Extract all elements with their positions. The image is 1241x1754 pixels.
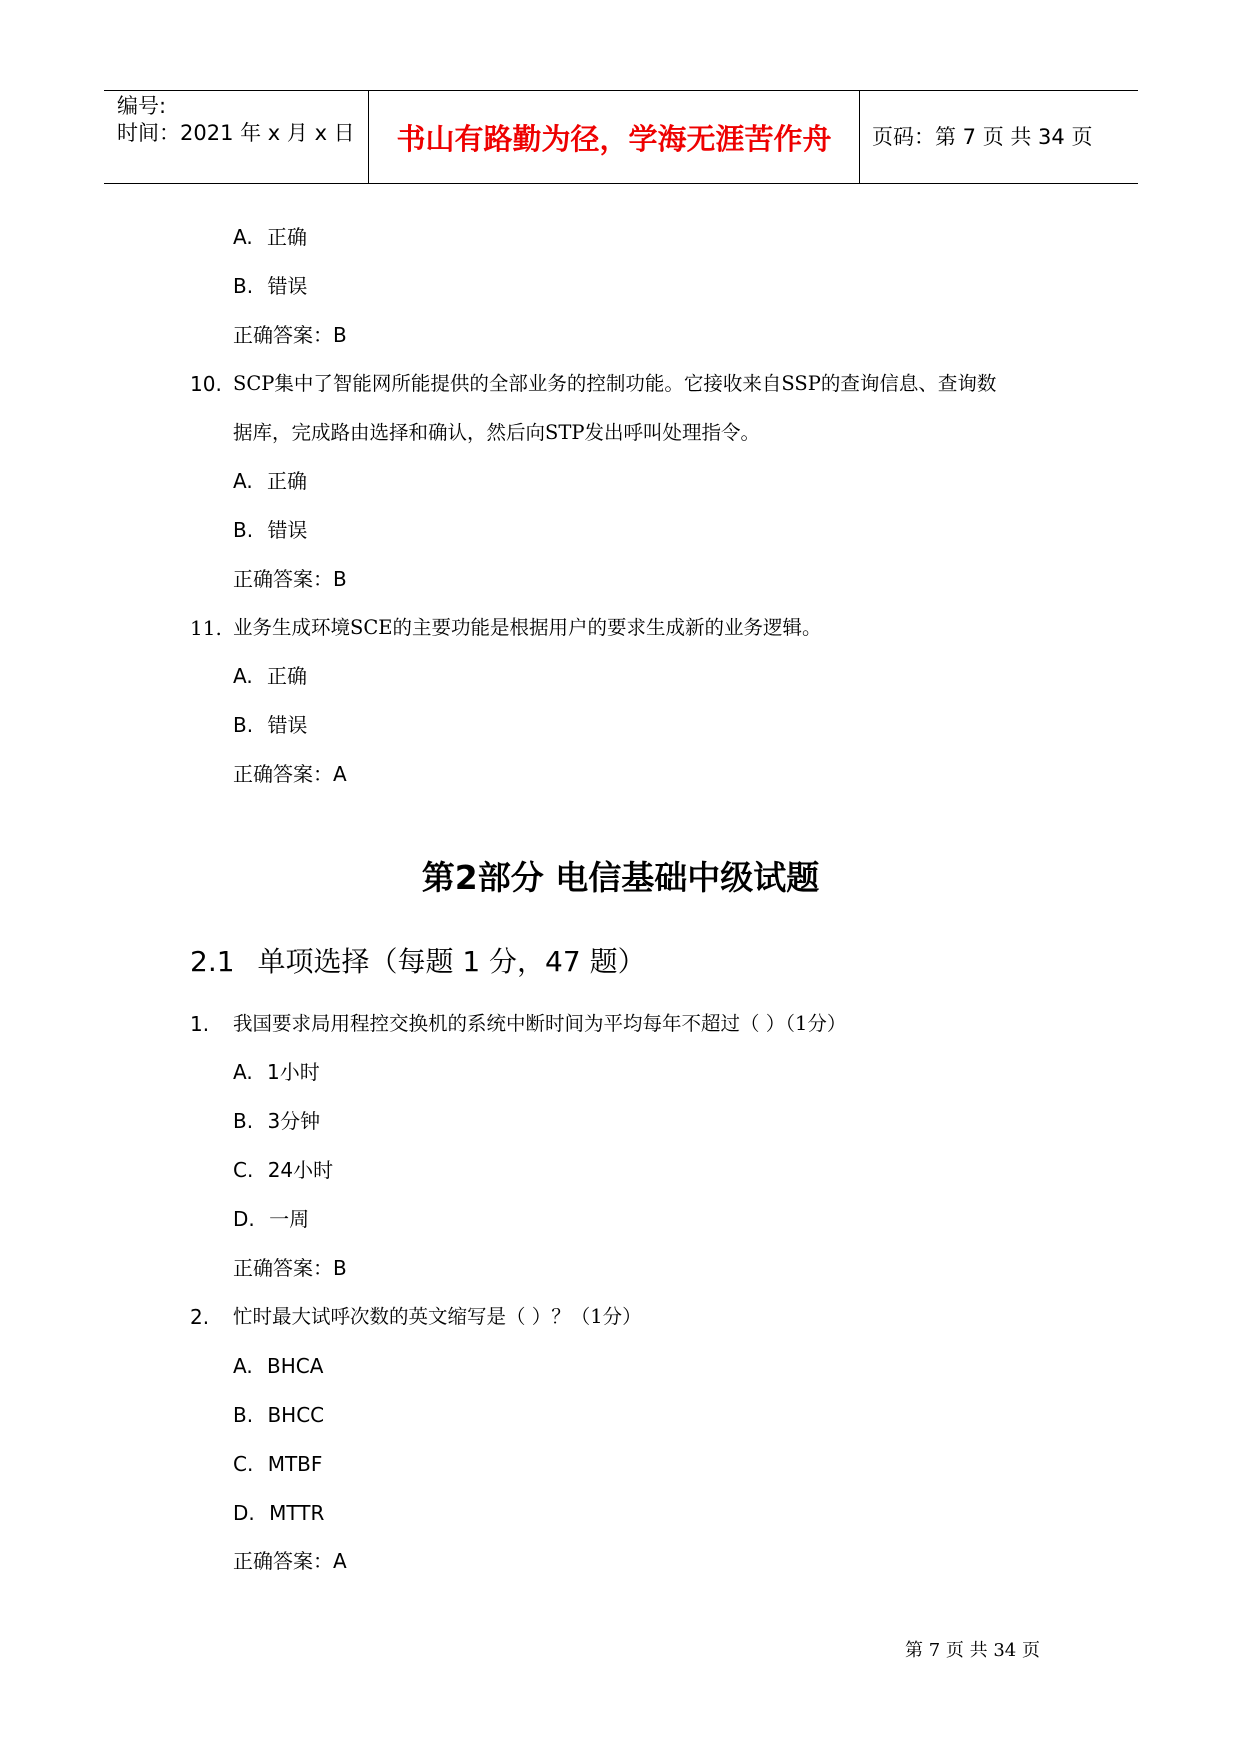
q9-option-b bbox=[233, 272, 307, 300]
q11-option-a-letter: A. bbox=[233, 664, 253, 688]
p2-q1-option-a-text: 1小时 bbox=[267, 1060, 320, 1084]
p2-q2-option-c-text: MTBF bbox=[267, 1452, 323, 1476]
q10-answer: 正确答案：B bbox=[233, 567, 347, 591]
header-motto: 书山有路勤为径，学海无涯苦作舟 bbox=[396, 122, 832, 156]
q10-text-line1: SCP集中了智能网所能提供的全部业务的控制功能。它接收来自SSP的查询信息、查询数 bbox=[233, 372, 997, 395]
q9-option-b-text: 错误 bbox=[267, 274, 308, 298]
header-page-info: 页码：第 7 页 共 34 页 bbox=[872, 125, 1093, 149]
p2-q1-option-b-text: 3分钟 bbox=[267, 1109, 321, 1133]
p2-q2-number: 2. bbox=[190, 1305, 210, 1329]
q10-option-b bbox=[233, 516, 307, 544]
p2-q1-option-d-letter: D. bbox=[233, 1207, 255, 1231]
p2-q1-option-b-letter: B. bbox=[233, 1109, 254, 1133]
header-bottom-border bbox=[104, 183, 1138, 184]
q10-number: 10. bbox=[190, 372, 222, 396]
p2-q2-answer: 正确答案：A bbox=[233, 1549, 347, 1573]
p2-q1-option-d-text: 一周 bbox=[269, 1207, 310, 1231]
p2-q2-option-a-text: BHCA bbox=[267, 1354, 324, 1378]
q9-option-a-text: 正确 bbox=[267, 225, 308, 249]
q10-text-line2: 据库，完成路由选择和确认，然后向STP发出呼叫处理指令。 bbox=[233, 421, 760, 444]
q11-option-b-text: 错误 bbox=[267, 713, 308, 737]
p2-q2-option-b-text: BHCC bbox=[267, 1403, 325, 1427]
p2-q1-option-b bbox=[233, 1107, 320, 1135]
part-title: 第2部分 电信基础中级试题 bbox=[421, 858, 820, 897]
q11-option-a bbox=[233, 662, 307, 690]
section-title: 单项选择（每题 1 分，47 题） bbox=[257, 945, 646, 978]
q9-option-a-letter: A. bbox=[233, 225, 253, 249]
p2-q2-option-d bbox=[233, 1499, 324, 1527]
section-heading bbox=[190, 940, 646, 980]
header-divider-right bbox=[859, 90, 860, 183]
q11-option-b-letter: B. bbox=[233, 713, 254, 737]
p2-q1-option-c-letter: C. bbox=[233, 1158, 254, 1182]
p2-q2-option-b-letter: B. bbox=[233, 1403, 254, 1427]
p2-q2-option-b bbox=[233, 1401, 324, 1429]
q11-answer: 正确答案：A bbox=[233, 762, 347, 786]
q9-option-b-letter: B. bbox=[233, 274, 254, 298]
p2-q1-option-a-letter: A. bbox=[233, 1060, 253, 1084]
p2-q1-option-d bbox=[233, 1205, 309, 1233]
q10-option-a-text: 正确 bbox=[267, 469, 308, 493]
q10-option-a-letter: A. bbox=[233, 469, 253, 493]
p2-q2-text: 忙时最大试呼次数的英文缩写是（ ）？（1分） bbox=[233, 1305, 642, 1328]
q10-option-b-letter: B. bbox=[233, 518, 254, 542]
p2-q2-option-c bbox=[233, 1450, 322, 1478]
q11-text: 业务生成环境SCE的主要功能是根据用户的要求生成新的业务逻辑。 bbox=[233, 616, 822, 639]
p2-q2-option-a bbox=[233, 1352, 323, 1380]
q11-option-a-text: 正确 bbox=[267, 664, 308, 688]
p2-q1-answer: 正确答案：B bbox=[233, 1256, 347, 1280]
section-number: 2.1 bbox=[190, 945, 235, 978]
p2-q1-number: 1. bbox=[190, 1012, 210, 1036]
p2-q1-option-c bbox=[233, 1156, 333, 1184]
header-date-label: 时间：2021 年 x 月 x 日 bbox=[117, 121, 355, 145]
p2-q1-text: 我国要求局用程控交换机的系统中断时间为平均每年不超过（ ）（1分） bbox=[233, 1012, 847, 1035]
q11-option-b bbox=[233, 711, 307, 739]
p2-q2-option-d-text: MTTR bbox=[269, 1501, 325, 1525]
p2-q2-option-d-letter: D. bbox=[233, 1501, 255, 1525]
q9-answer: 正确答案：B bbox=[233, 323, 347, 347]
q10-option-a bbox=[233, 467, 307, 495]
q9-option-a bbox=[233, 223, 307, 251]
p2-q1-option-c-text: 24小时 bbox=[267, 1158, 334, 1182]
header-number-label: 编号: bbox=[117, 94, 167, 118]
p2-q2-option-c-letter: C. bbox=[233, 1452, 254, 1476]
p2-q2-option-a-letter: A. bbox=[233, 1354, 253, 1378]
footer-page-number: 第 7 页 共 34 页 bbox=[905, 1640, 1040, 1661]
p2-q1-option-a bbox=[233, 1058, 320, 1086]
q10-option-b-text: 错误 bbox=[267, 518, 308, 542]
header-top-border bbox=[104, 90, 1138, 91]
q11-number: 11. bbox=[190, 616, 222, 640]
